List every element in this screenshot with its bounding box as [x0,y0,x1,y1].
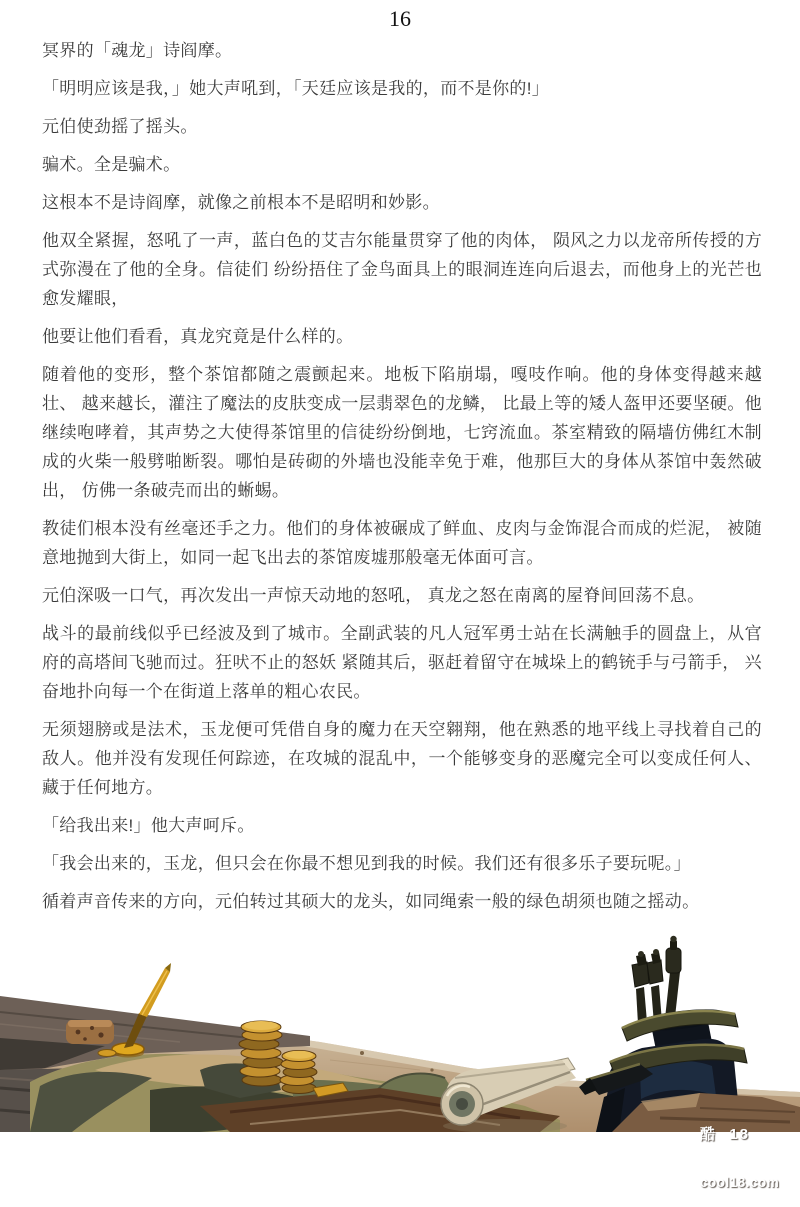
paragraph: 「明明应该是我，」她大声吼到，「天廷应该是我的，而不是你的!」 [42,79,550,98]
paragraph: 「我会出来的，玉龙，但只会在你最不想见到我的时候。我们还有很多乐子要玩呢。」 [42,854,691,873]
text-block [42,36,762,925]
paragraph: 元伯深吸一口气，再次发出一声惊天动地的怒吼， 真龙之怒在南离的屋脊间回荡不息。 [42,586,705,605]
paragraph: 无须翅膀或是法术，玉龙便可凭借自身的魔力在天空翱翔，他在熟悉的地平线上寻找着自己的敌人。他并没有发现任何踪迹，在攻城的混乱中，一个能够变身的恶魔完全可以变成任何人、 藏于任何地方。 [42,720,762,797]
paragraph: 循着声音传来的方向，元伯转过其硕大的龙头，如同绳索一般的绿色胡须也随之摇动。 [42,892,700,911]
paragraph: 教徒们根本没有丝毫还手之力。他们的身体被碾成了鲜血、皮肉与金饰混合而成的烂泥， 被随意地抛到大街上，如同一起飞出去的茶馆废墟那般毫无体面可言。 [42,519,762,567]
watermark-logo: 酷 18 [700,1125,751,1143]
illustration-desk-scene [0,920,800,1132]
page-number: 16 [389,6,411,31]
paragraph: 「给我出来!」他大声呵斥。 [42,816,255,835]
paragraph: 骗术。全是骗术。 [42,155,181,174]
watermark [700,1093,800,1207]
cork-stone [66,1020,114,1044]
paragraph: 他双全紧握，怒吼了一声，蓝白色的艾吉尔能量贯穿了他的肉体， 陨风之力以龙帝所传授的方式弥漫在了他的全身。信徒们 纷纷捂住了金鸟面具上的眼洞连连向后退去，而他身上的光芒也愈发耀眼， [42,231,762,308]
paragraph: 随着他的变形，整个茶馆都随之震颤起来。地板下陷崩塌，嘎吱作响。他的身体变得越来越壮、 越来越长，灌注了魔法的皮肤变成一层翡翠色的龙鳞， 比最上等的矮人盔甲还要坚硬。他继续咆哮着，其声势之大使得茶馆里的信徒纷纷倒地，七窍流血。茶室精致的隔墙仿佛红木制成的火柴一般劈啪断裂。哪怕是砖砌的外墙也没能幸免于难，他那巨大的身体从茶馆中轰然破出， 仿佛一条破壳而出的蜥蜴。 [42,365,762,500]
paragraph: 元伯使劲摇了摇头。 [42,117,198,136]
watermark-url: cool18.com [700,1174,780,1190]
paragraph: 战斗的最前线似乎已经波及到了城市。全副武装的凡人冠军勇士站在长满触手的圆盘上，从官府的高塔间飞驰而过。狂吠不止的怒妖 紧随其后，驱赶着留守在城垛上的鹤铳手与弓箭手， 兴奋地扑向每一个在街道上落单的粗心农民。 [42,624,762,701]
coin-stack-tall [239,1021,283,1086]
paragraph: 冥界的「魂龙」诗阎摩。 [42,41,233,60]
paragraph: 这根本不是诗阎摩，就像之前根本不是昭明和妙影。 [42,193,440,212]
coin-stack-short [280,1051,317,1094]
paragraph: 他要让他们看看，真龙究竟是什么样的。 [42,327,354,346]
